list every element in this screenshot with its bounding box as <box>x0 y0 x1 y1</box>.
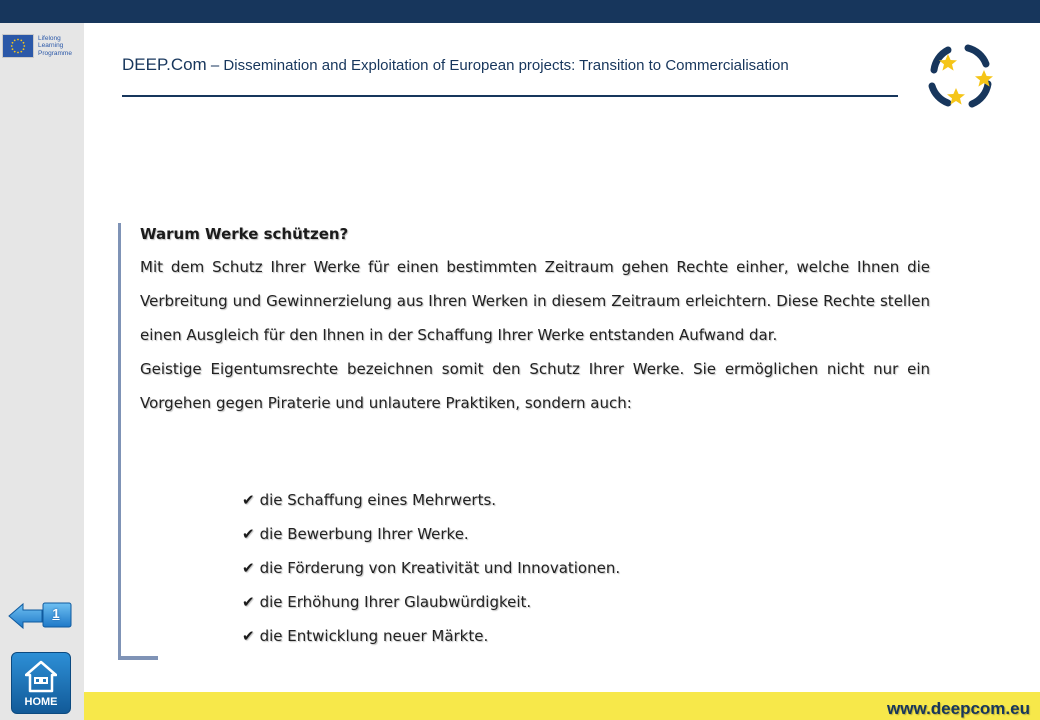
top-bar <box>0 0 1040 23</box>
list-item-text: die Förderung von Kreativität und Innovationen. <box>259 559 621 577</box>
lifelong-learning-logo <box>2 34 72 58</box>
eu-flag-icon <box>2 34 34 58</box>
benefits-list <box>242 485 620 655</box>
checkmark-icon: ✔ <box>242 593 255 611</box>
list-item-text: die Erhöhung Ihrer Glaubwürdigkeit. <box>259 593 532 611</box>
page-header-title <box>122 55 789 75</box>
llp-line-3: Programme <box>38 49 72 57</box>
list-item <box>242 485 620 519</box>
list-item <box>242 587 620 621</box>
list-item-text: die Schaffung eines Mehrwerts. <box>259 491 497 509</box>
home-button[interactable] <box>11 652 71 714</box>
header-divider <box>122 95 898 97</box>
header-dash: – <box>206 57 224 74</box>
website-link[interactable]: www.deepcom.eu <box>887 699 1030 718</box>
main-content <box>140 222 930 420</box>
checkmark-icon: ✔ <box>242 559 255 577</box>
llp-line-2: Learning <box>38 42 64 50</box>
home-icon <box>25 660 57 694</box>
brand-name: DEEP.Com <box>122 55 207 74</box>
checkmark-icon: ✔ <box>242 491 255 509</box>
list-item-text: die Bewerbung Ihrer Werke. <box>259 525 469 543</box>
checkmark-icon: ✔ <box>242 525 255 543</box>
list-item <box>242 553 620 587</box>
header-subtitle: Dissemination and Exploitation of European projects: Transition to Commercialisation <box>223 57 789 74</box>
list-item <box>242 621 620 655</box>
lifelong-learning-text <box>38 35 72 58</box>
back-page-number[interactable]: 1 <box>52 606 60 621</box>
intro-paragraph: Mit dem Schutz Ihrer Werke für einen bestimmten Zeitraum gehen Rechte einher, welche Ihnen die Verbreitung und Gewinnerzielung aus Ihren Werken in diesem Zeitraum erleichtern. Diese Rechte stellen einen Ausgleich für den Ihnen in der Schaffung Ihrer Werke entstanden Aufwand dar. <box>140 258 930 344</box>
ip-rights-paragraph: Geistige Eigentumsrechte bezeichnen somit den Schutz Ihrer Werke. Sie ermöglichen nicht nur ein Vorgehen gegen Piraterie und unlautere Praktiken, sondern auch: <box>140 360 930 412</box>
back-button[interactable] <box>8 601 74 631</box>
section-heading: Warum Werke schützen? <box>140 225 349 243</box>
llp-line-1: Lifelong <box>38 34 61 42</box>
list-item <box>242 519 620 553</box>
list-item-text: die Entwicklung neuer Märkte. <box>259 627 489 645</box>
checkmark-icon: ✔ <box>242 627 255 645</box>
home-label: HOME <box>24 696 58 708</box>
deepcom-logo-icon <box>924 40 996 116</box>
